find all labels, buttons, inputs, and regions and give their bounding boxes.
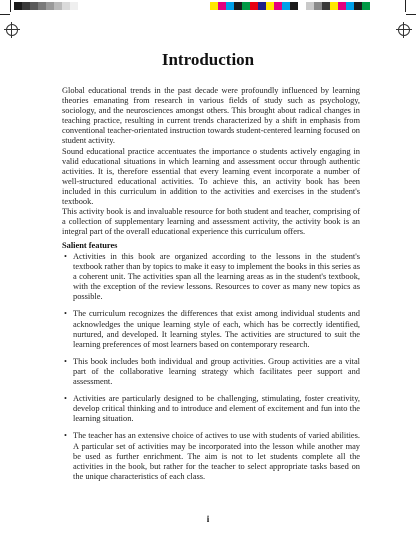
list-item-text: Activities in this book are organized according to the lessons in the student's textbook rather than by topics to make it easy to implement the books in this series as a coherent unit. The activities span all the learning areas as in the student's textbook, with the exception of the review lessons. Resources to cover as many new topics as possible.	[73, 252, 360, 302]
page-title: Introduction	[161, 50, 255, 69]
list-item-text: This book includes both individual and group activities. Group activities are a vital part of the collaborative learning strategy which facilitates peer support and assessment.	[73, 356, 360, 387]
crop-mark	[0, 14, 10, 15]
grayscale-color-bar	[14, 2, 78, 10]
list-item-text: The curriculum recognizes the differences that exist among individual students and acknowledges the unique learning style of each, which has be correctly identified, nurtured, and developed. It learning styles. The activities are structured to suit the learning preferences of most learners based on contemporary research.	[73, 309, 360, 349]
color-swatch	[210, 2, 218, 10]
crop-mark	[405, 0, 406, 12]
crop-mark	[10, 0, 11, 12]
crop-mark	[406, 14, 416, 15]
bullet-icon: •	[64, 431, 67, 441]
color-swatch	[250, 2, 258, 10]
registration-mark-icon	[6, 24, 18, 36]
list-item	[62, 431, 360, 481]
registration-mark-icon	[398, 24, 410, 36]
color-swatch	[234, 2, 242, 10]
color-swatch	[338, 2, 346, 10]
color-swatch	[226, 2, 234, 10]
color-swatch	[242, 2, 250, 10]
color-swatch	[322, 2, 330, 10]
color-swatch	[46, 2, 54, 10]
salient-features-list	[62, 252, 360, 489]
color-swatch	[258, 2, 266, 10]
color-swatch	[70, 2, 78, 10]
list-item	[62, 252, 360, 302]
introduction-body	[62, 86, 360, 237]
color-swatch	[314, 2, 322, 10]
color-swatch	[290, 2, 298, 10]
color-swatch	[62, 2, 70, 10]
color-swatch	[266, 2, 274, 10]
color-swatch	[282, 2, 290, 10]
color-swatch	[306, 2, 314, 10]
color-swatch	[22, 2, 30, 10]
cmyk-color-bar	[210, 2, 370, 10]
color-swatch	[354, 2, 362, 10]
list-item-text: Activities are particularly designed to be challenging, stimulating, foster creativity, develop critical thinking and to introduce and element of excitement and fun into the learning situation.	[73, 394, 360, 424]
color-swatch	[54, 2, 62, 10]
bullet-icon: •	[64, 394, 67, 404]
color-swatch	[274, 2, 282, 10]
color-swatch	[218, 2, 226, 10]
list-item	[62, 357, 360, 387]
list-item	[62, 394, 360, 424]
salient-features-heading: Salient features	[62, 241, 118, 250]
color-swatch	[362, 2, 370, 10]
list-item	[62, 309, 360, 349]
bullet-icon: •	[64, 309, 67, 319]
intro-paragraph: This activity book is and invaluable resource for both student and teacher, comprising of a collection of supplementary learning and assessment activity, the activity book is an integral part of the overall educational experience this curriculum offers.	[62, 207, 360, 237]
color-swatch	[14, 2, 22, 10]
color-swatch	[38, 2, 46, 10]
color-swatch	[30, 2, 38, 10]
bullet-icon: •	[64, 252, 67, 261]
color-swatch	[330, 2, 338, 10]
intro-paragraph: Sound educational practice accentuates the importance o students actively engaging in valid educational situations in which learning and assessment occur through authentic activities. It is, therefore essential that every learning event incorporate a number of well-structured educational activities. To achieve this, an activity book has been included in this curriculum in addition to the activities and exercises in the student's textbook.	[62, 146, 360, 207]
bullet-icon: •	[64, 356, 67, 366]
color-swatch	[298, 2, 306, 10]
color-swatch	[346, 2, 354, 10]
page-number: i	[206, 514, 210, 524]
list-item-text: The teacher has an extensive choice of actives to use with students of varied abilities. A particular set of activities may be incorporated into the lesson while another may be used as further enrichment. The aim is not to let students complete all the activities in the book, but rather for the teacher to select appropriate tasks based on the unique characteristics of each class.	[73, 431, 360, 481]
intro-paragraph: Global educational trends in the past decade were profoundly influenced by learning theories emanating from research in various fields of study such as psychology, sociology, and the neurosciences amongst others. This brought about radical changes in teaching practice, resulting in current trends characterized by a shift in emphasis from conventional teacher-orientated instruction towards student-centered learning focused on student activity.	[62, 86, 360, 146]
